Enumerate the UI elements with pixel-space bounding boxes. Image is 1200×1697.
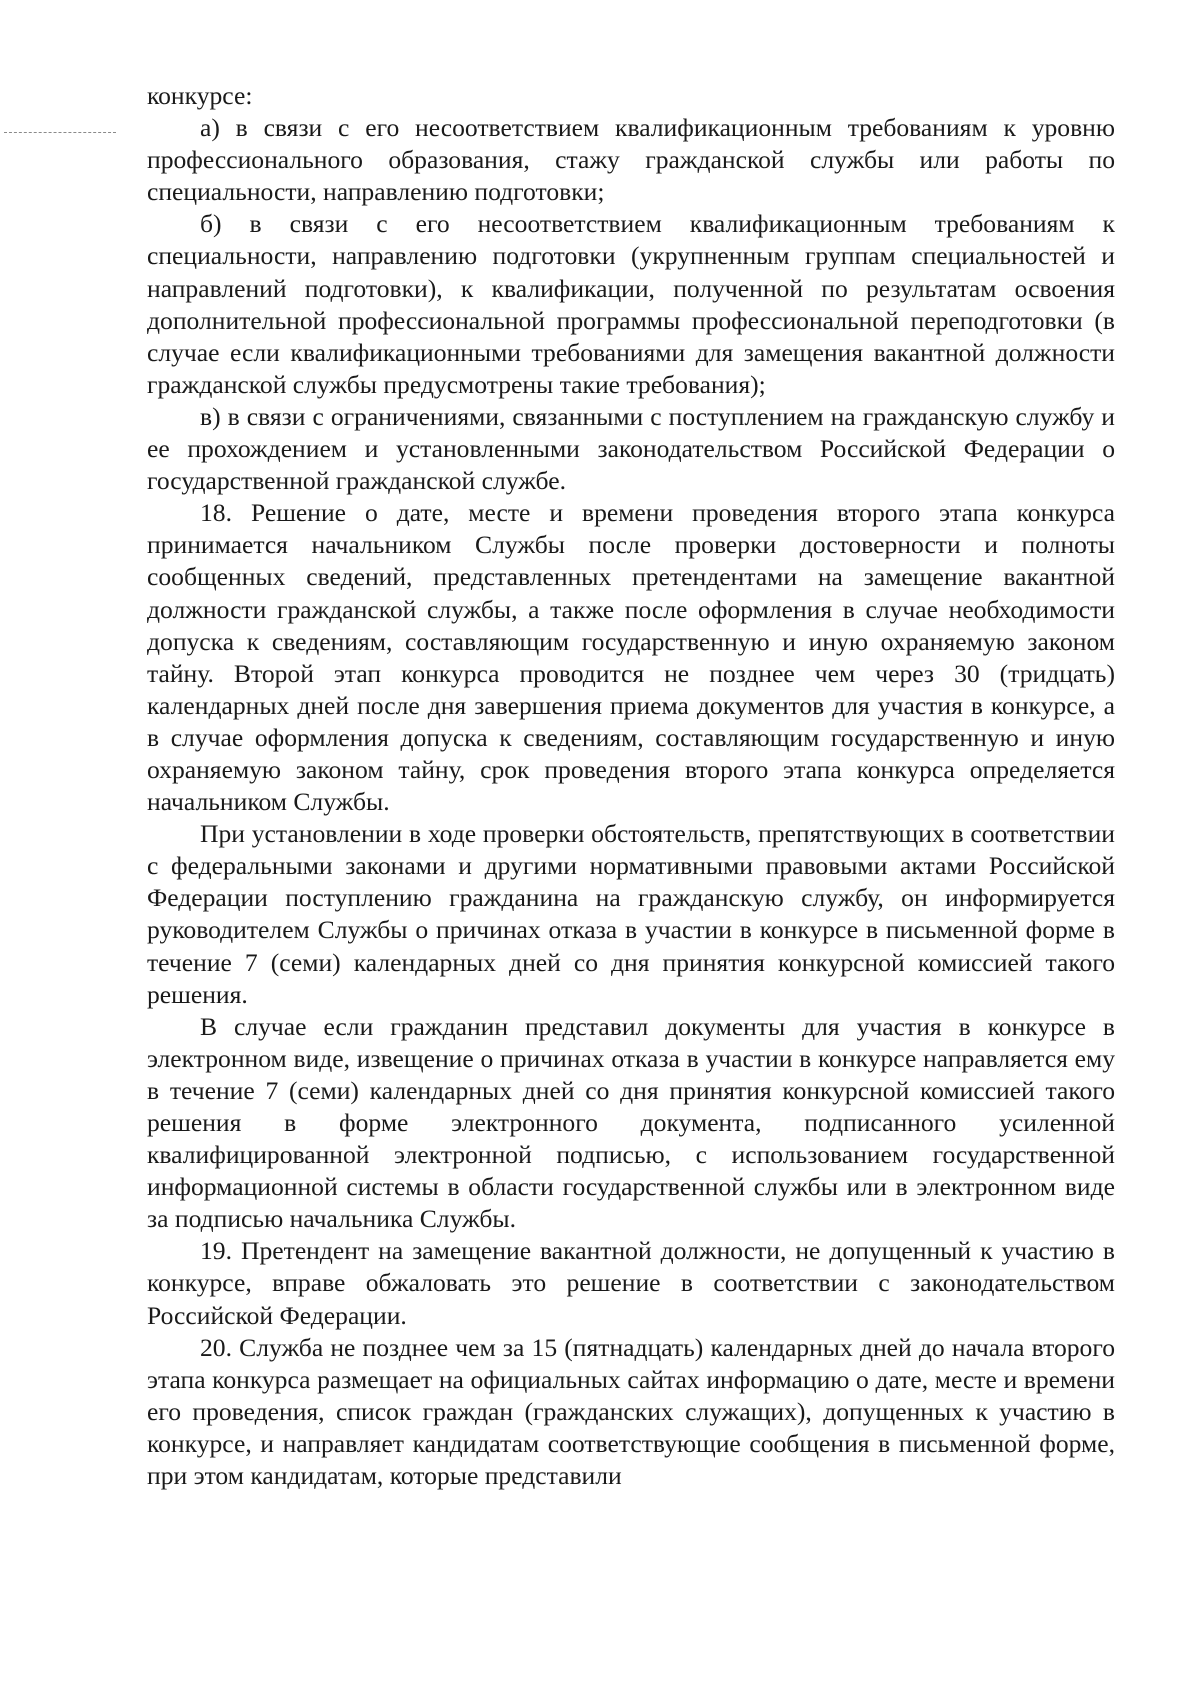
paragraph-clause-19: 19. Претендент на замещение вакантной должности, не допущенный к участию в конкурсе, вправе обжаловать это решение в соответствии с законодательством Российской Федерации. bbox=[147, 1236, 1115, 1330]
paragraph-item-b: б) в связи с его несоответствием квалификационным требованиям к специальности, направлению подготовки (укрупненным группам специальностей и направлений подготовки), к квалификации, полученной по результатам освоения дополнительной профессиональной программы профессиональной переподготовки (в случае если квалификационными требованиями для замещения вакантной должности гражданской службы предусмотрены такие требования); bbox=[147, 209, 1115, 399]
paragraph-clause-18-electronic: В случае если гражданин представил документы для участия в конкурсе в электронном виде, извещение о причинах отказа в участии в конкурсе направляется ему в течение 7 (семи) календарных дней со дня принятия конкурсной комиссией такого решения в форме электронного документа, подписанного усиленной квалифицированной электронной подписью, с использованием государственной информационной системы в области государственной службы или в электронном виде за подписью начальника Службы. bbox=[147, 1011, 1115, 1234]
margin-scan-mark bbox=[4, 132, 116, 134]
document-body bbox=[147, 80, 1115, 1492]
paragraph-continuation: конкурсе: bbox=[147, 81, 253, 110]
paragraph-clause-18-refusal: При установлении в ходе проверки обстоятельств, препятствующих в соответствии с федеральными законами и другими нормативными правовыми актами Российской Федерации поступлению гражданина на гражданскую службу, он информируется руководителем Службы о причинах отказа в участии в конкурсе в письменной форме в течение 7 (семи) календарных дней со дня принятия конкурсной комиссией такого решения. bbox=[147, 819, 1115, 1009]
paragraph-clause-18: 18. Решение о дате, месте и времени проведения второго этапа конкурса принимается начальником Службы после проверки достоверности и полноты сообщенных сведений, представленных претендентами на замещение вакантной должности гражданской службы, а также после оформления в случае необходимости допуска к сведениям, составляющим государственную и иную охраняемую законом тайну. Второй этап конкурса проводится не позднее чем через 30 (тридцать) календарных дней после дня завершения приема документов для участия в конкурсе, а в случае оформления допуска к сведениям, составляющим государственную и иную охраняемую законом тайну, срок проведения второго этапа конкурса определяется начальником Службы. bbox=[147, 498, 1115, 817]
paragraph-item-v: в) в связи с ограничениями, связанными с поступлением на гражданскую службу и ее прохождением и установленными законодательством Российской Федерации о государственной гражданской службе. bbox=[147, 401, 1115, 496]
paragraph-item-a: а) в связи с его несоответствием квалификационным требованиям к уровню профессионального образования, стажу гражданской службы или работы по специальности, направлению подготовки; bbox=[147, 113, 1115, 207]
paragraph-clause-20: 20. Служба не позднее чем за 15 (пятнадцать) календарных дней до начала второго этапа конкурса размещает на официальных сайтах информацию о дате, месте и времени его проведения, список граждан (гражданских служащих), допущенных к участию в конкурсе, и направляет кандидатам соответствующие сообщения в письменной форме, при этом кандидатам, которые представили bbox=[147, 1332, 1115, 1491]
